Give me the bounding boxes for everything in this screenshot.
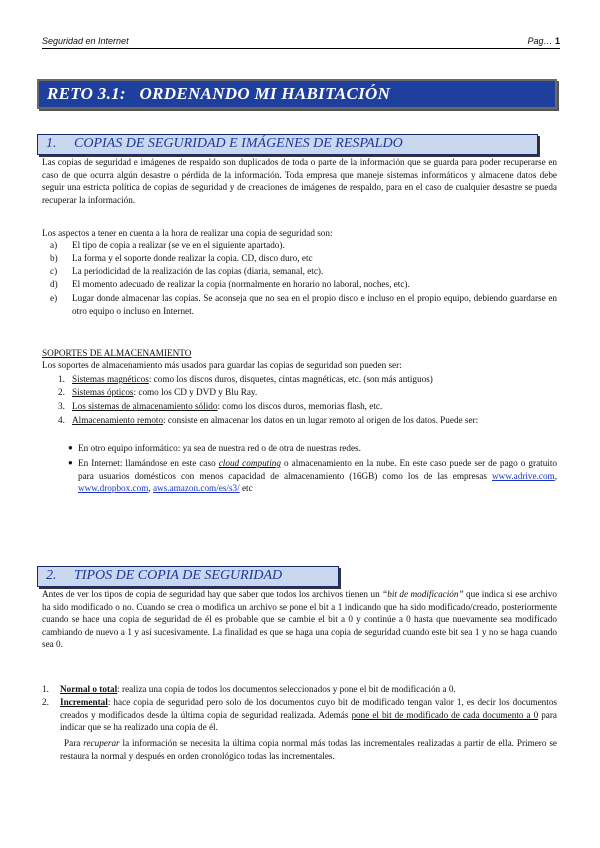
storage-desc: : como los discos duros, memorias flash, etc. — [217, 401, 383, 411]
storage-marker: 3. — [58, 401, 65, 411]
aspect-marker: d) — [50, 279, 58, 289]
reto-title-box — [37, 79, 557, 109]
storage-desc: : consiste en almacenar los datos en un lugar remoto al origen de los datos. Puede ser: — [163, 415, 479, 425]
section1-title-box — [37, 134, 538, 155]
header-page-prefix: Pag… — [527, 36, 555, 46]
recover-pre: Para — [64, 738, 84, 748]
header-page — [527, 36, 560, 46]
remote-bullet-2: En Internet: llamándose en este caso cloud computing o almacenamiento en la nube. En este caso puede ser de pago o gratuito para usuarios domésticos con menos capacidad de almacenamiento (16GB) como los de las empresas www.adrive.com, www.dropbox.com, aws.amazon.com/es/s3/ etc — [78, 458, 557, 494]
link-adrive[interactable]: www.adrive.com — [492, 470, 555, 481]
storage-term: Sistemas magnéticos — [72, 374, 149, 384]
section2-intro — [42, 588, 557, 651]
storage-term: Almacenamiento remoto — [72, 415, 164, 425]
recover-paragraph — [60, 737, 557, 762]
storage-marker: 1. — [58, 374, 65, 384]
cloud-term: cloud computing — [218, 458, 281, 468]
aspect-marker: b) — [50, 253, 58, 263]
intro-pre: Antes de ver los tipos de copia de seguridad hay que saber que todos los archivos tienen un — [42, 589, 383, 599]
storage-marker: 2. — [58, 387, 65, 397]
storage-term: Sistemas ópticos — [72, 387, 134, 397]
aspect-item: La periodicidad de la realización de las copias (diaria, semanal, etc). — [72, 266, 324, 276]
type-marker: 2. — [42, 697, 49, 707]
storage-item — [72, 386, 557, 399]
link-aws[interactable]: aws.amazon.com/es/s3/ — [152, 483, 240, 494]
storage-desc: : como los CD y DVD y Blu Ray. — [133, 387, 258, 397]
aspect-item: El momento adecuado de realizar la copia (normalmente en horario no laboral, noches, etc). — [72, 279, 410, 289]
page-number: 1 — [554, 36, 560, 46]
intro-post: que indica si ese archivo ha sido modificado o no. Cuando se crea o modifica un archivo se pone el bit a 1 indicando que ha sido modificado/creado, posteriormente cuando se hace una copia de seguridad de él es probable que se cambie el bit a 0 y continúe a 0 hasta que nuevamente sea modificado cambiando de nuevo a 1 y así sucesivamente. La finalidad es que se haga una copia de seguridad cuando este bit sea 1 y no se haga cuando sea 0. — [42, 589, 557, 650]
type-desc: : realiza una copia de todos los documentos seleccionados y pone el bit de modificación a 0. — [117, 684, 456, 694]
aspects-intro: Los aspectos a tener en cuenta a la hora de realizar una copia de seguridad son: — [42, 228, 333, 238]
storage-marker: 4. — [58, 415, 65, 425]
cloud-post: o almacenamiento en la nube. En este caso puede ser de pago o gratuito para usuarios domésticos con menos capacidad de almacenamiento (16GB) como los de las empresas — [78, 458, 557, 481]
storage-term: Los sistemas de almacenamiento sólido — [72, 401, 218, 411]
page-header — [42, 34, 560, 49]
storage-heading-text: SOPORTES DE ALMACENAMIENTO — [42, 348, 192, 358]
cloud-end: etc — [239, 483, 253, 494]
storage-heading — [42, 347, 557, 360]
recover-post: la información se necesita la última copia normal más todas las incrementales realizadas a partir de ella. Primero se restaura la normal y después en orden cronológico todas las incrementales. — [60, 738, 557, 761]
recover-term: recuperar — [83, 738, 120, 748]
storage-item — [72, 414, 557, 427]
bullet-icon: ● — [68, 458, 73, 467]
header-title: Seguridad en Internet — [42, 36, 129, 46]
aspect-item: El tipo de copia a realizar (se ve en el siguiente apartado). — [72, 240, 285, 250]
type-item — [60, 696, 557, 734]
aspect-item: La forma y el soporte donde realizar la copia. CD, disco duro, etc — [72, 253, 313, 263]
link-dropbox[interactable]: www.dropbox.com — [78, 483, 149, 494]
reto-title: RETO 3.1: ORDENANDO MI HABITACIÓN — [47, 84, 391, 103]
type-term: Incremental — [60, 697, 108, 707]
section1-intro: Las copias de seguridad e imágenes de respaldo son duplicados de toda o parte de la información que se guarda para poder recuperarse en caso de que ocurra algún desastre o pérdida de la información. Toda empresa que maneje sistemas informáticos y almacene datos debe seguir una estricta política de copias de seguridad y de creaciones de imágenes de respaldo, para en el caso de cualquier desastre se pueda recuperar la información. — [42, 157, 557, 205]
storage-intro: Los soportes de almacenamiento más usados para guardar las copias de seguridad son pueden ser: — [42, 360, 402, 370]
section1-title: 1. COPIAS DE SEGURIDAD E IMÁGENES DE RESPALDO — [46, 136, 403, 151]
aspect-marker: a) — [50, 240, 58, 250]
storage-item — [72, 373, 557, 386]
type-desc2: para indicar que se ha realizado una copia de él. — [60, 709, 557, 733]
aspect-marker: c) — [50, 266, 58, 276]
section2-title-box — [37, 566, 339, 587]
type-item — [60, 683, 557, 696]
bullet-icon: ● — [68, 443, 73, 452]
storage-desc: : como los discos duros, disquetes, cintas magnéticas, etc. (son más antiguos) — [148, 374, 433, 384]
cloud-pre: En Internet: llamándose en este caso — [78, 458, 219, 468]
type-desc: : hace copia de seguridad pero solo de los documentos cuyo bit de modificado tengan valor 1, es decir los documentos creados y modificados desde la última copia de seguridad realizada. Además — [60, 697, 557, 720]
storage-item — [72, 400, 557, 413]
intro-term: “bit de modificación” — [382, 589, 464, 599]
remote-bullet-1: En otro equipo informático: ya sea de nuestra red o de otra de nuestras redes. — [78, 443, 361, 453]
aspect-item: Lugar donde almacenar las copias. Se aconseja que no sea en el propio disco e incluso en el propio equipo, debiendo guardarse en otro equipo o incluso en Internet. — [72, 293, 557, 316]
type-marker: 1. — [42, 684, 49, 694]
type-term2: pone el bit de modificado de cada documento a 0 — [351, 709, 539, 720]
aspect-marker: e) — [50, 293, 58, 303]
section2-title: 2. TIPOS DE COPIA DE SEGURIDAD — [46, 568, 283, 583]
type-term: Normal o total — [60, 684, 118, 694]
